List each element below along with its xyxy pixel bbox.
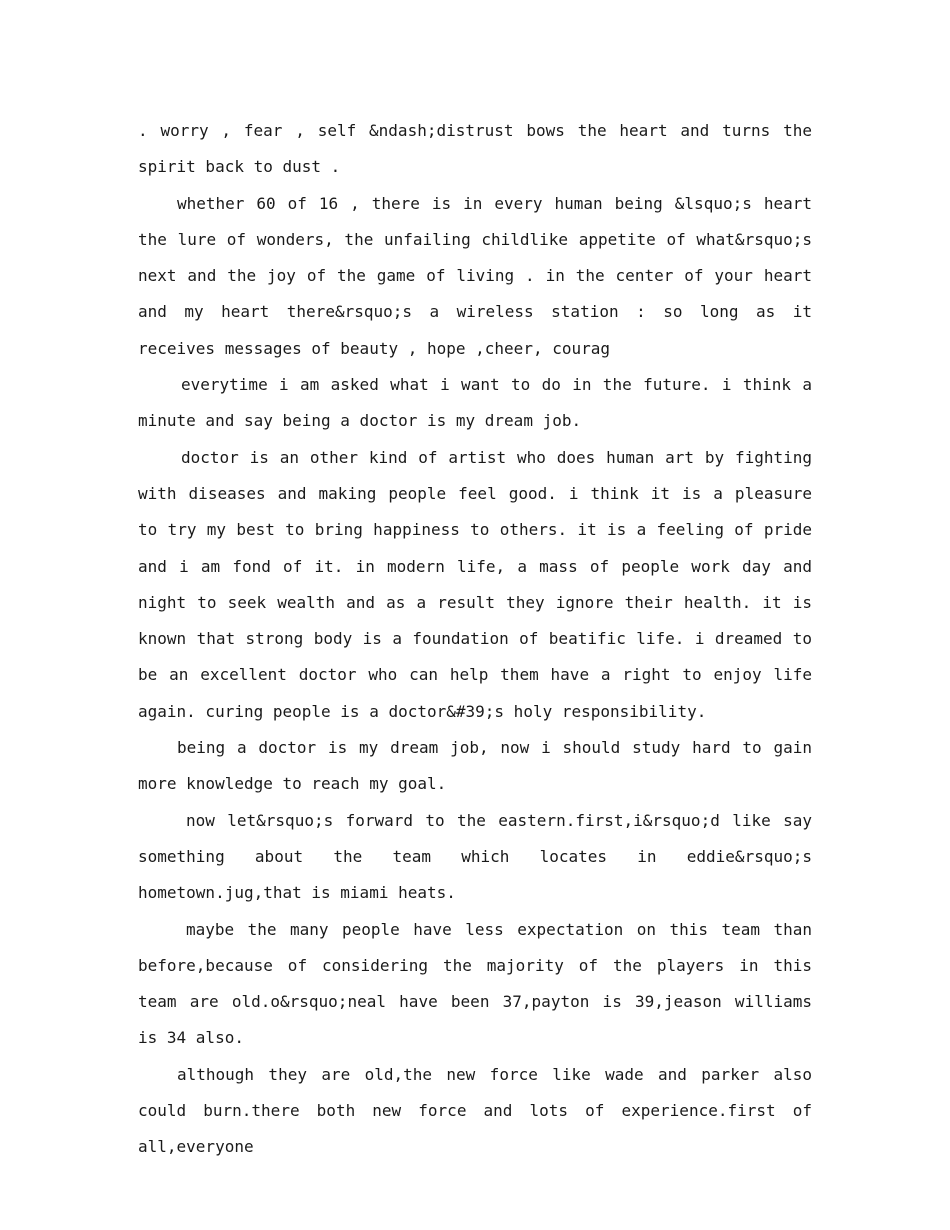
paragraph-2: whether 60 of 16 , there is in every human being &lsquo;s heart the lure of wonders, the unfailing childlike appetite of what&rsquo;s next and the joy of the game of living . in the center of your heart and my heart there&rsquo;s a wireless station : so long as it receives messages of beauty , hope ,cheer, courag	[138, 193, 812, 358]
paragraph-4: doctor is an other kind of artist who does human art by fighting with diseases and making people feel good. i think it is a pleasure to try my best to bring happiness to others. it is a feeling of pride and i am fond of it. in modern life, a mass of people work day and night to seek wealth and as a result they ignore their health. it is known that strong body is a foundation of beatific life. i dreamed to be an excellent doctor who can help them have a right to enjoy life again. curing people is a doctor&#39;s holy responsibility.	[138, 447, 812, 721]
paragraph-7: maybe the many people have less expectation on this team than before,because of considering the majority of the players in this team are old.o&rsquo;neal have been 37,payton is 39,jeason williams is 34 also.	[138, 919, 812, 1048]
document-page	[138, 113, 812, 1166]
paragraph-1: . worry , fear , self &ndash;distrust bows the heart and turns the spirit back to dust .	[138, 121, 812, 177]
paragraph-3: everytime i am asked what i want to do in the future. i think a minute and say being a doctor is my dream job.	[138, 375, 812, 431]
paragraph-5: being a doctor is my dream job, now i should study hard to gain more knowledge to reach my goal.	[138, 738, 812, 794]
paragraph-6: now let&rsquo;s forward to the eastern.first,i&rsquo;d like say something about the team which locates in eddie&rsquo;s hometown.jug,that is miami heats.	[138, 810, 812, 903]
paragraph-8: although they are old,the new force like wade and parker also could burn.there both new force and lots of experience.first of all,everyone	[138, 1064, 812, 1157]
